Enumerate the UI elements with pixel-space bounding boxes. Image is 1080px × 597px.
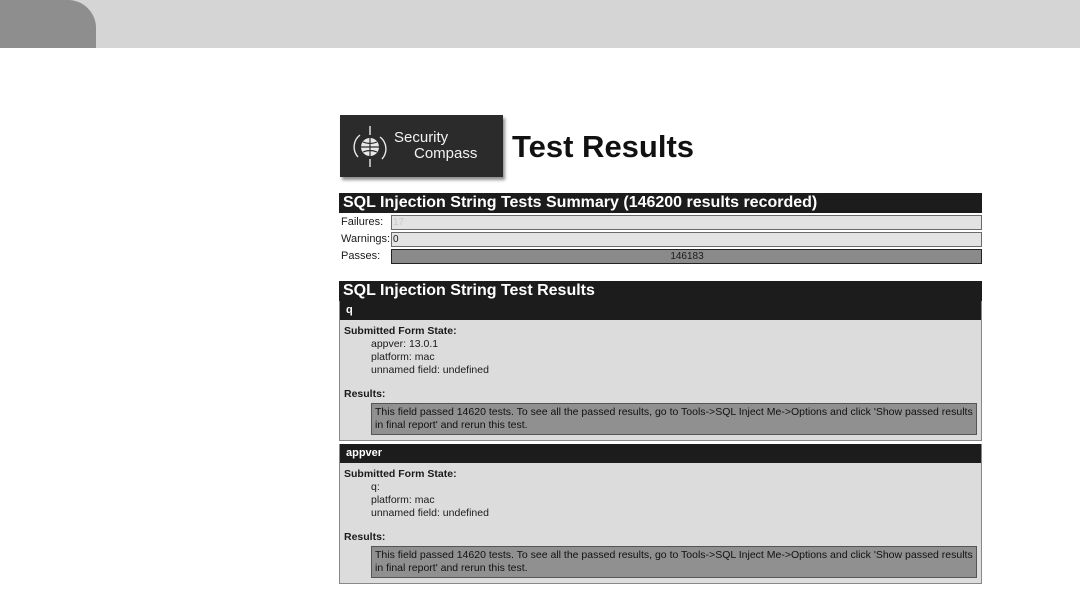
form-state-item: unnamed field: undefined	[371, 507, 489, 519]
warnings-label: Warnings:	[341, 233, 391, 245]
form-state-list	[344, 338, 977, 377]
passes-label: Passes:	[341, 250, 381, 262]
warnings-bar	[391, 232, 982, 247]
top-bar	[0, 0, 1080, 48]
form-state-label: Submitted Form State:	[344, 468, 457, 480]
globe-crosshair-icon	[352, 123, 388, 169]
result-message: This field passed 14620 tests. To see all the passed results, go to Tools->SQL Inject Me->Options and click 'Show passed results in final report' and rerun this test.	[371, 403, 977, 435]
field-header: appver	[340, 444, 981, 463]
form-state-item: platform: mac	[371, 494, 435, 506]
form-state-list	[344, 481, 977, 520]
summary-section	[339, 193, 982, 264]
result-block-q	[339, 301, 982, 441]
form-state-item: appver: 13.0.1	[371, 338, 439, 350]
results-label: Results:	[344, 531, 386, 543]
result-message: This field passed 14620 tests. To see all the passed results, go to Tools->SQL Inject Me->Options and click 'Show passed results in final report' and rerun this test.	[371, 546, 977, 578]
passes-bar	[391, 249, 982, 264]
failures-value: 17	[393, 217, 405, 228]
results-section	[339, 281, 982, 584]
form-state-item: q:	[371, 481, 380, 493]
failures-label: Failures:	[341, 216, 384, 228]
failures-bar	[391, 215, 982, 230]
results-title: SQL Injection String Test Results	[339, 281, 982, 301]
security-compass-logo	[340, 115, 503, 177]
summary-title: SQL Injection String Tests Summary (146200 results recorded)	[339, 193, 982, 213]
block-body	[340, 463, 981, 583]
passes-value: 146183	[670, 251, 704, 262]
warnings-value: 0	[393, 234, 399, 245]
result-block-appver	[339, 444, 982, 584]
top-tab[interactable]	[0, 0, 96, 48]
results-label: Results:	[344, 388, 386, 400]
report-header	[339, 114, 982, 180]
page-title: Test Results	[512, 129, 695, 164]
block-body	[340, 320, 981, 440]
form-state-item: platform: mac	[371, 351, 435, 363]
form-state-item: unnamed field: undefined	[371, 364, 489, 376]
failures-row	[339, 213, 982, 230]
passes-row	[339, 247, 982, 264]
logo-text-line2: Compass	[414, 145, 478, 162]
report-content	[339, 114, 982, 584]
form-state-label: Submitted Form State:	[344, 325, 457, 337]
warnings-row	[339, 230, 982, 247]
field-header: q	[340, 301, 981, 320]
logo-text-line1: Security	[394, 129, 449, 146]
